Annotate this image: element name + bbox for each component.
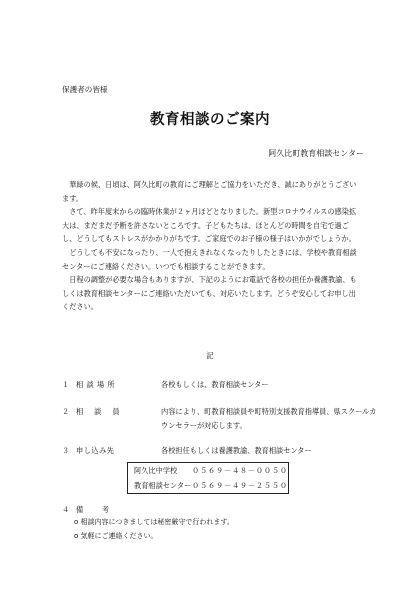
item-number: ２ (62, 407, 70, 416)
remarks-notes (74, 515, 234, 543)
item-label: 申し込み先 (76, 446, 115, 455)
contact-row (128, 463, 288, 478)
item-number: １ (62, 380, 70, 389)
paragraph: 日程の調整が必要な場合もありますが、下記のようにお電話で各校の担任か養護教諭、もしくは教育相談センターにご連絡いただいても、対応いたします。どうぞ安心してお申し出ください。 (62, 275, 357, 312)
note-line: o 気軽にご連絡ください。 (74, 532, 158, 540)
body-text (62, 178, 362, 314)
item-number: ４ (62, 505, 70, 514)
item-value: 各校もしくは、教育相談センター (161, 380, 269, 389)
ki-heading: 記 (206, 351, 214, 360)
item-value: 内容により、町教育相談員や町特別支援教育指導員、県スクールカウンセラーが対応します。 (161, 407, 377, 430)
item-label: 相 談 員 (76, 407, 121, 416)
contact-phone: ０５６９－４９－２５５０ (192, 481, 288, 490)
contact-name: 教育相談センター (134, 481, 192, 490)
contact-name: 阿久比中学校 (134, 466, 178, 475)
sender: 阿久比町教育相談センター (268, 149, 364, 158)
item-value: 各校担任もしくは養護教諭、教育相談センター (161, 446, 312, 455)
contact-box (127, 462, 289, 494)
contact-row (128, 478, 288, 493)
item-label: 備 考 (76, 505, 110, 514)
page-title: 教育相談のご案内 (150, 112, 270, 128)
paragraph: 華緑の候、日頃は、阿久比町の教育にご理解とご協力をいただき、誠にありがとうございます。 (62, 180, 357, 203)
note-line: o 相談内容につきましては秘密厳守で行われます。 (74, 518, 234, 526)
paragraph: どうしても不安になったり、一人で抱えきれなくなったりしたときには、学校や教育相談センターにご連絡ください。いつでも相談することができます。 (62, 247, 357, 271)
contact-phone: ０５６９－４８－００５０ (192, 466, 288, 475)
addressee: 保護者の皆様 (62, 85, 108, 94)
item-number: ３ (62, 446, 70, 455)
paragraph: さて、昨年度末からの臨時休業が２ヶ月ほどとなりました。新型コロナウイルスの感染拡大は、まだまだ予断を許さないところです。子どもたちは、ほとんどの時間を自宅で過ごし、どうしてもストレスがかかりがちです。ご家庭でのお子様の様子はいかがでしょうか。 (62, 207, 357, 244)
item-label: 相 談 場 所 (76, 380, 116, 389)
